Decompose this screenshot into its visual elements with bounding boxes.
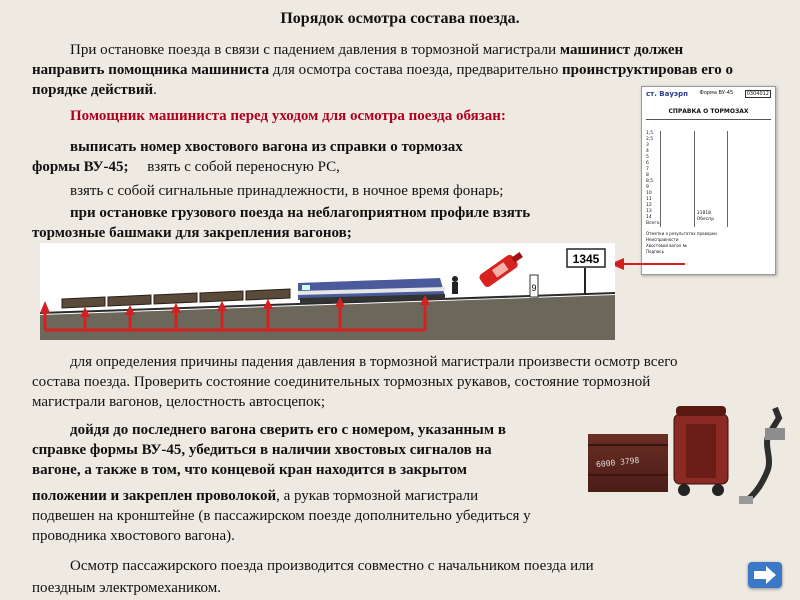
wagon-photo [588, 434, 668, 492]
last-car-line-2 [32, 440, 492, 460]
doc-form: Форма ВУ-45 [699, 90, 734, 96]
inspection-line-2: состава поезда. Проверить состояние соединительных тормозных рукавов, состояние тормозной [32, 374, 651, 390]
inspection-line-1: для определения причины падения давления в тормозной магистрали произвести осмотр всего [70, 354, 678, 370]
duty-1-line-1: выписать номер хвостового вагона из справки о тормозах [70, 139, 463, 155]
intro-tail: для осмотра состава поезда, предварительно [269, 62, 563, 78]
duty-radio: взять с собой переносную РС, [147, 159, 340, 175]
sign-number: 1345 [572, 252, 600, 266]
intro-end: . [153, 82, 157, 98]
duty-heading: Помощник машиниста перед уходом для осмотра поезда обязан: [70, 108, 506, 124]
train-scene [40, 243, 615, 340]
post-number: 9 [531, 283, 537, 293]
vu45-form-image [641, 86, 776, 275]
intro-text: При остановке поезда в связи с падением давления в тормозной магистрали [70, 42, 560, 58]
intro-bold-instruct: проинструктировав его о порядке действий [32, 62, 734, 98]
duty-3-line-2: тормозные башмаки для закрепления вагонов; [32, 225, 352, 241]
duty-2: взять с собой сигнальные принадлежности, в ночное время фонарь; [70, 183, 504, 199]
doc-station: ст. Вауэрп [646, 90, 688, 98]
brake-hose-photo [735, 398, 793, 510]
doc-footer: Отметки о результатах проверки Неисправности Хвостовой вагон № Подпись [646, 231, 717, 254]
last-car-signals: , убедиться в наличии хвостовых сигналов на [181, 442, 492, 458]
duty-1-line-2 [32, 157, 340, 177]
last-car-form-ref: справке формы ВУ-45 [32, 442, 182, 458]
last-car-hose: , а рукав тормозной магистрали [276, 488, 479, 504]
last-car-line-1: дойдя до последнего вагона сверить его с номером, указанным в [70, 422, 506, 438]
doc-rows-col: 1,5 2,5 3 4 5 6 7 8 8,5 9 10 11 12 13 14 Всего [646, 131, 660, 226]
tail-wagon-photo [670, 402, 732, 504]
doc-header: СПРАВКА О ТОРМОЗАХ [668, 108, 749, 115]
form-vu45-ref: формы ВУ-45; [32, 159, 129, 175]
arrow-right-icon [748, 562, 782, 588]
last-car-line-5: подвешен на кронштейне (в пассажирском поезде дополнительно убедиться у [32, 508, 531, 524]
final-line-2: поездным электромехаником. [32, 580, 221, 596]
assistant-driver-figure [452, 276, 458, 294]
doc-code: 0304012 [746, 91, 769, 97]
next-slide-button[interactable] [748, 562, 782, 588]
last-car-line-3: вагоне, а также в том, что концевой кран находится в закрытом [32, 462, 467, 478]
wagon-number: 6000 3798 [595, 455, 640, 470]
last-car-line-4 [32, 486, 478, 506]
duty-3-line-1: при остановке грузового поезда на неблагоприятном профиле взять [70, 205, 531, 221]
final-line-1: Осмотр пассажирского поезда производится совместно с начальником поезда или [70, 558, 594, 574]
last-car-wire: положении и закреплен проволокой [32, 488, 277, 504]
last-car-line-6: проводника хвостового вагона). [32, 528, 235, 544]
inspection-line-3: магистрали вагонов, целостность автосцепок; [32, 394, 325, 410]
intro-bold-driver: машинист должен направить помощника машиниста [32, 42, 684, 78]
doc-val-1: 31818 [696, 211, 712, 216]
page-title: Порядок осмотра состава поезда. [280, 10, 520, 27]
doc-val-2: Обеспр [696, 217, 715, 222]
